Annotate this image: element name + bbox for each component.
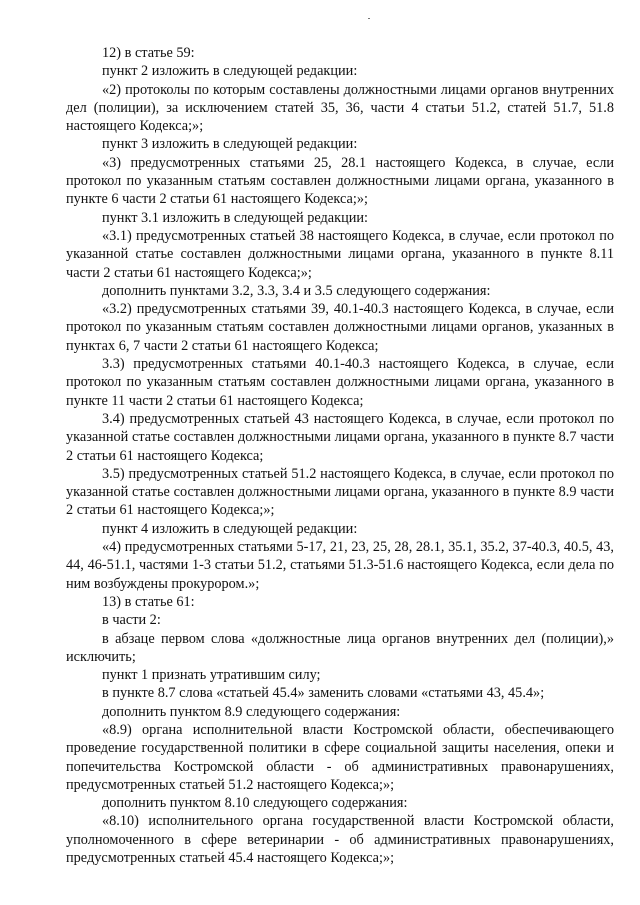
document-paragraph: 3.5) предусмотренных статьей 51.2 настоящего Кодекса, в случае, если протокол по указанной статье составлен должностными лицами органа, указанного в пункте 8.9 части 2 статьи 61 настоящего Кодекса;»; [66, 465, 614, 519]
document-paragraph: дополнить пунктами 3.2, 3.3, 3.4 и 3.5 следующего содержания: [102, 282, 491, 299]
document-paragraph: в пункте 8.7 слова «статьей 45.4» заменить словами «статьями 43, 45.4»; [102, 685, 545, 702]
document-paragraph: пункт 3 изложить в следующей редакции: [102, 136, 358, 153]
document-body [66, 44, 614, 867]
document-paragraph: «8.10) исполнительного органа государственной власти Костромской области, уполномоченного в сфере ветеринарии - об административных правонарушениях, предусмотренных статьей 45.4 настоящего Кодекса;»; [66, 813, 614, 867]
document-paragraph: «8.9) органа исполнительной власти Костромской области, обеспечивающего проведение государственной политики в сфере социальной защиты населения, опеки и попечительства Костромской области - об административных правонарушениях, предусмотренных статьей 51.2 настоящего Кодекса;»; [66, 721, 614, 793]
document-paragraph: «3.1) предусмотренных статьей 38 настоящего Кодекса, в случае, если протокол по указанной статье составлен должностными лицами органа, указанного в пункте 8.11 части 2 статьи 61 настоящего Кодекса;»; [66, 227, 614, 281]
document-paragraph: пункт 3.1 изложить в следующей редакции: [102, 209, 369, 226]
document-paragraph: 12) в статье 59: [102, 45, 195, 61]
scan-speck [368, 18, 370, 19]
document-paragraph: дополнить пунктом 8.10 следующего содержания: [102, 795, 408, 812]
document-paragraph: 3.4) предусмотренных статьей 43 настоящего Кодекса, в случае, если протокол по указанной статье составлен должностными лицами органа, указанного в пункте 8.7 части 2 статьи 61 настоящего Кодекса; [66, 410, 614, 464]
document-paragraph: 13) в статье 61: [102, 593, 195, 610]
document-paragraph: в части 2: [102, 612, 161, 629]
document-paragraph: дополнить пунктом 8.9 следующего содержания: [102, 703, 401, 720]
document-paragraph: «3.2) предусмотренных статьями 39, 40.1-40.3 настоящего Кодекса, в случае, если протокол по указанным статьям составлен должностными лицами органов, указанных в пунктах 6, 7 части 2 статьи 61 настоящего Кодекса; [66, 301, 614, 354]
document-paragraph: «4) предусмотренных статьями 5-17, 21, 23, 25, 28, 28.1, 35.1, 35.2, 37-40.3, 40.5, 43, 44, 46-51.1, частями 1-3 статьи 51.2, статьями 51.3-51.6 настоящего Кодекса, если дела по ним возбуждены прокурором.»; [66, 539, 614, 592]
document-paragraph: «2) протоколы по которым составлены должностными лицами органов внутренних дел (полиции), за исключением статей 35, 36, части 4 статьи 51.2, статей 51.7, 51.8 настоящего Кодекса;»; [66, 81, 614, 135]
document-paragraph: в абзаце первом слова «должностные лица органов внутренних дел (полиции),» исключить; [66, 630, 614, 665]
document-paragraph: 3.3) предусмотренных статьями 40.1-40.3 настоящего Кодекса, в случае, если протокол по указанным статьям составлен должностными лицами органа, указанного в пункте 11 части 2 статьи 61 настоящего Кодекса; [66, 356, 614, 409]
document-paragraph: пункт 4 изложить в следующей редакции: [102, 520, 358, 537]
document-paragraph: пункт 1 признать утратившим силу; [102, 667, 321, 684]
document-paragraph: «3) предусмотренных статьями 25, 28.1 настоящего Кодекса, в случае, если протокол по указанным статьям составлен должностными лицами органа, указанного в пункте 6 части 2 статьи 61 настоящего Кодекса;»; [66, 154, 614, 208]
document-paragraph: пункт 2 изложить в следующей редакции: [102, 63, 358, 80]
